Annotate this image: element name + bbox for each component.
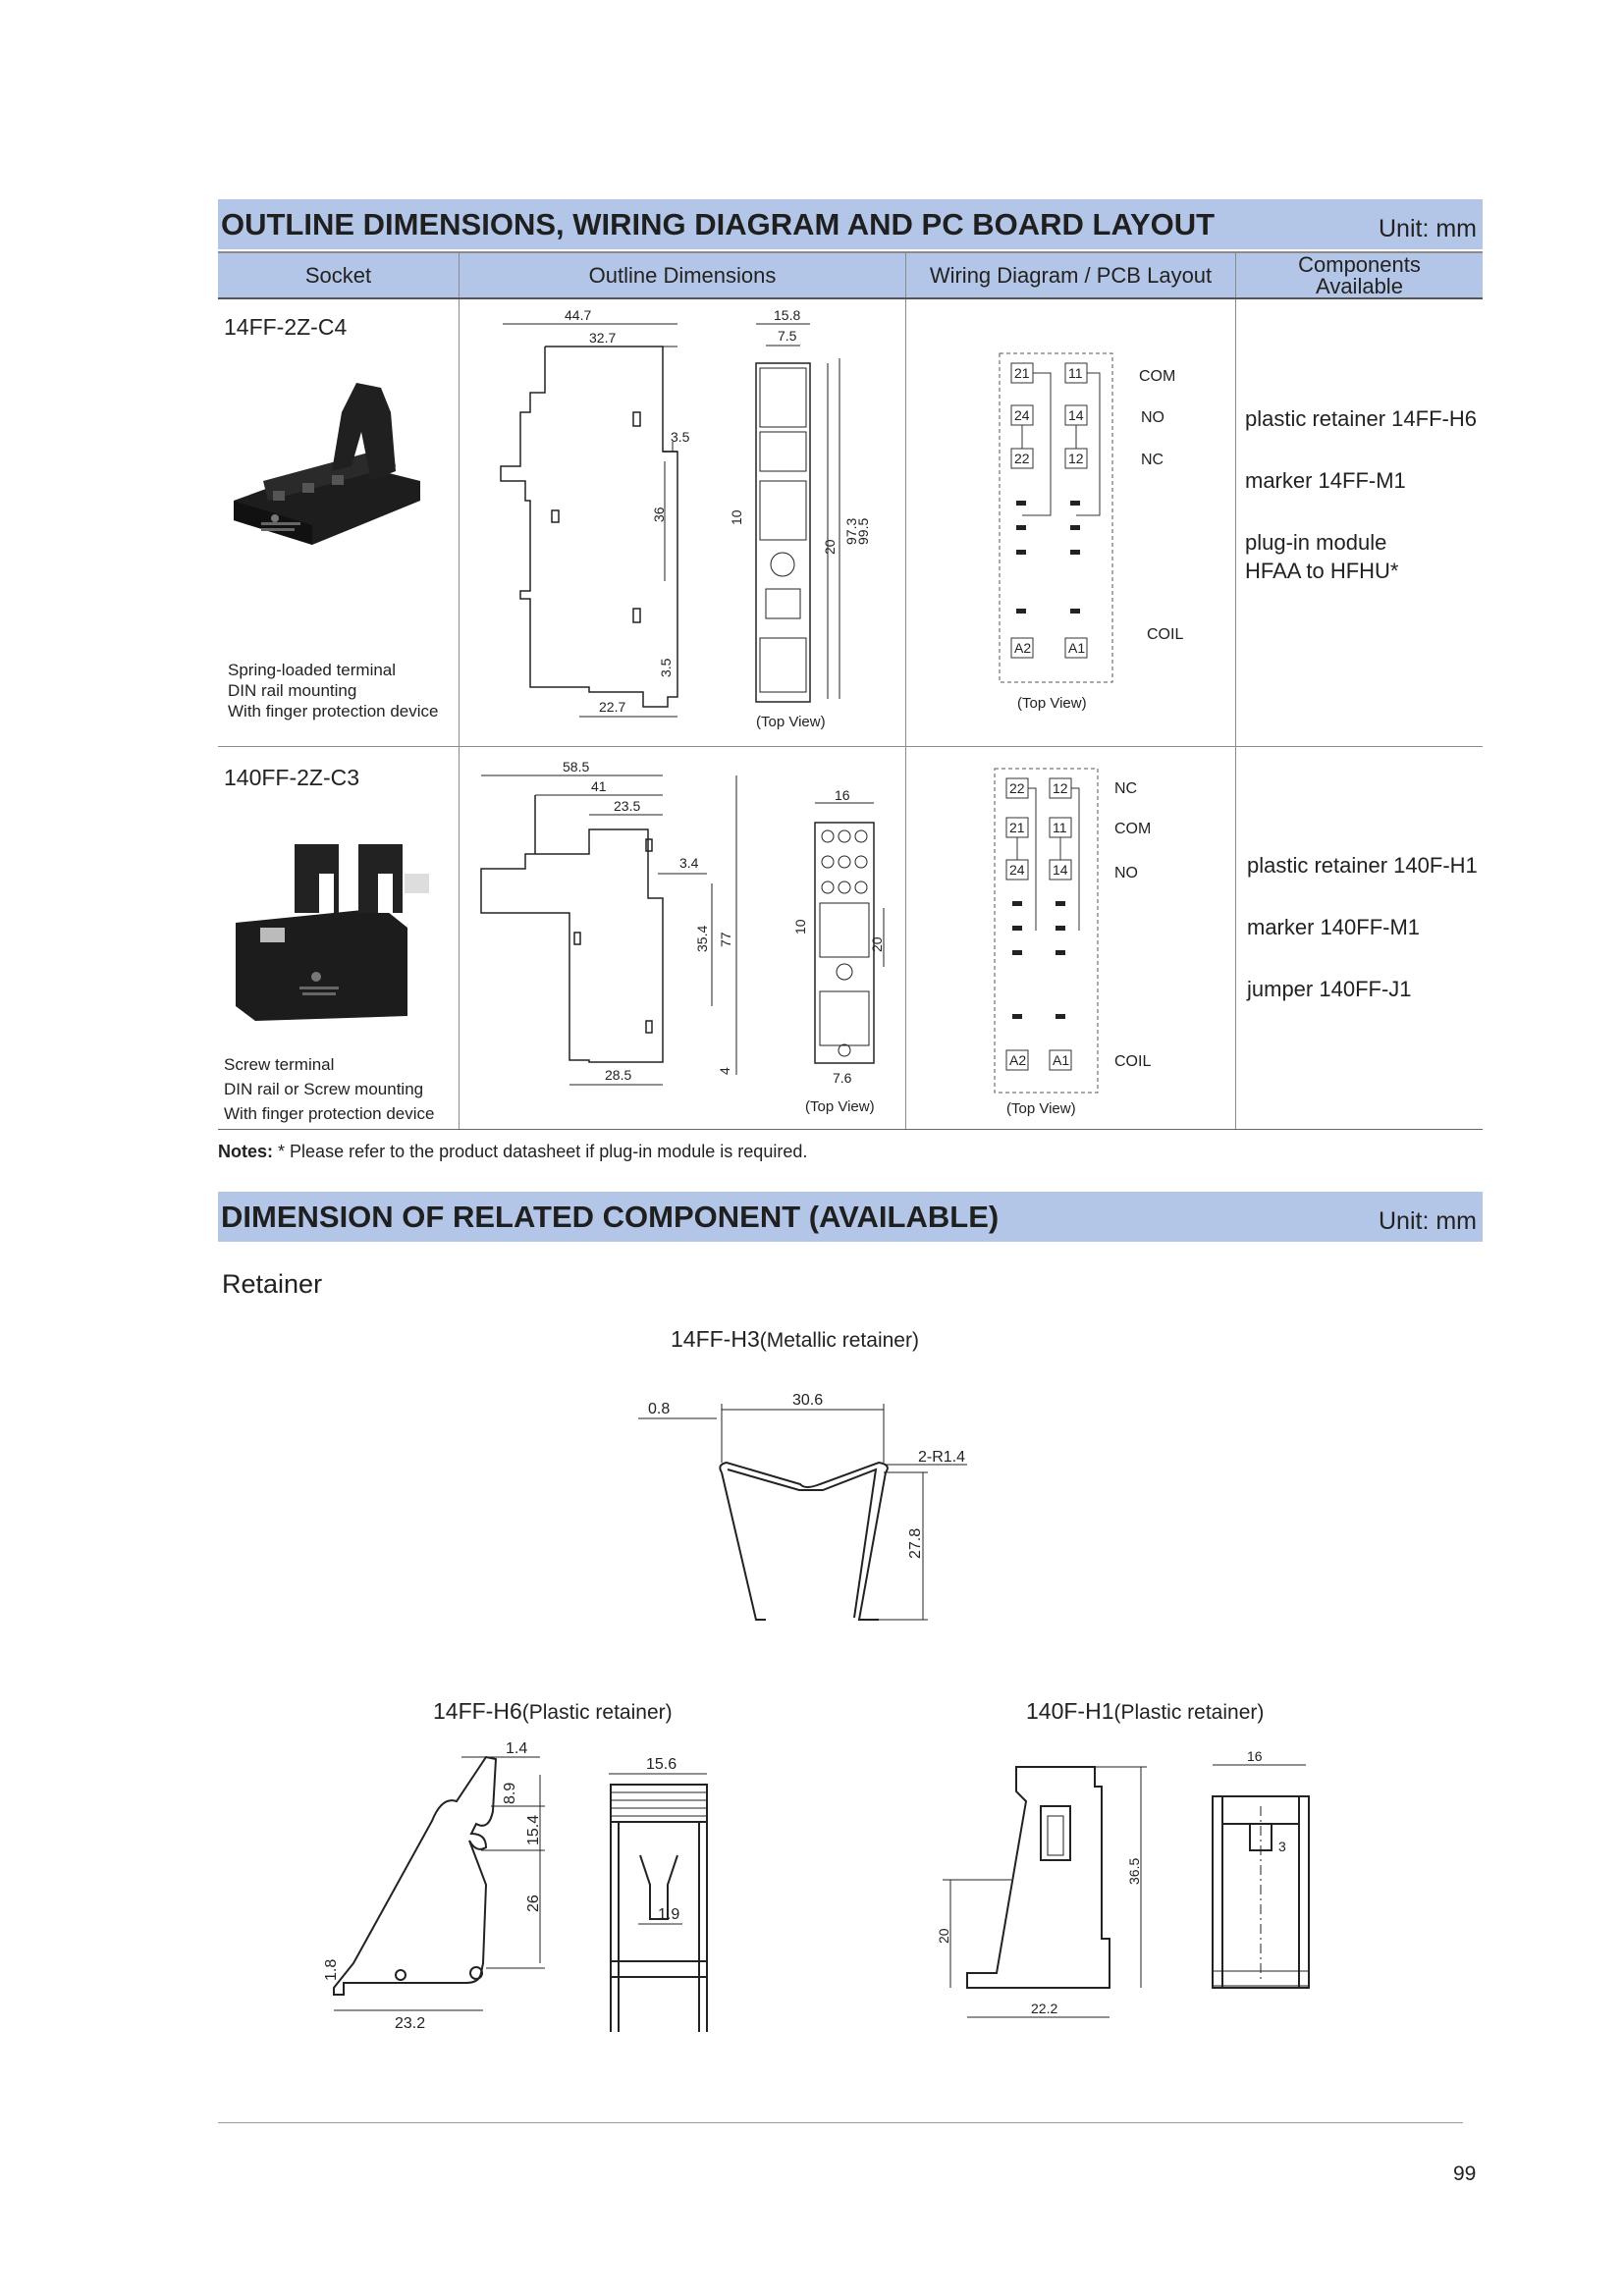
retainer-heading: Retainer bbox=[222, 1269, 323, 1299]
dim-label: 1.9 bbox=[658, 1906, 680, 1923]
dim-label: 3.5 bbox=[658, 658, 674, 677]
section1-unit: Unit: mm bbox=[1379, 215, 1477, 242]
col-socket: Socket bbox=[218, 253, 460, 297]
top-view-label: (Top View) bbox=[1006, 1100, 1076, 1117]
dim-label: 4 bbox=[717, 1067, 732, 1075]
dim-label: 7.5 bbox=[778, 328, 797, 344]
col-divider bbox=[459, 299, 460, 1129]
socket-photo-1 bbox=[224, 373, 450, 579]
col-divider bbox=[905, 299, 906, 1129]
pin-label: 21 bbox=[1014, 365, 1030, 381]
terminal-label: NO bbox=[1114, 865, 1138, 881]
dim-label: 27.8 bbox=[907, 1527, 924, 1559]
feature-line: Screw terminal bbox=[224, 1055, 335, 1074]
feature-line: With finger protection device bbox=[228, 702, 439, 721]
pin-label: 22 bbox=[1014, 451, 1030, 466]
dim-label: 58.5 bbox=[563, 759, 590, 774]
top-view-label: (Top View) bbox=[1017, 695, 1087, 712]
h6-title bbox=[433, 1698, 673, 1725]
pin-label: 22 bbox=[1009, 780, 1025, 796]
dim-label: 3.5 bbox=[671, 429, 690, 445]
dim-label: 22.2 bbox=[1031, 2001, 1058, 2016]
dim-label: 1.8 bbox=[323, 1958, 340, 1981]
h3-desc: (Metallic retainer) bbox=[759, 1329, 919, 1352]
pin-label: 11 bbox=[1068, 365, 1083, 381]
h3-name: 14FF-H3 bbox=[671, 1326, 760, 1352]
col-wiring: Wiring Diagram / PCB Layout bbox=[906, 253, 1236, 297]
notes-label: Notes: bbox=[218, 1142, 274, 1161]
footer-line bbox=[218, 2122, 1463, 2123]
h1-title bbox=[1026, 1698, 1264, 1725]
component-1-1: marker 14FF-M1 bbox=[1245, 468, 1406, 493]
dim-label: 2-R1.4 bbox=[918, 1449, 966, 1466]
top-view-label: (Top View) bbox=[805, 1098, 875, 1115]
terminal-label: COM bbox=[1139, 368, 1176, 385]
pin-label: A2 bbox=[1014, 640, 1032, 656]
dim-label: 7.6 bbox=[833, 1070, 852, 1086]
terminal-label: NC bbox=[1114, 780, 1138, 797]
h6-desc: (Plastic retainer) bbox=[521, 1701, 673, 1724]
h3-title bbox=[671, 1326, 919, 1353]
pin-label: A2 bbox=[1009, 1052, 1027, 1068]
pin-label: 14 bbox=[1068, 407, 1084, 423]
component-1-0: plastic retainer 14FF-H6 bbox=[1245, 406, 1477, 431]
dim-label: 44.7 bbox=[565, 307, 592, 323]
pin-label: 24 bbox=[1014, 407, 1030, 423]
dim-label: 16 bbox=[835, 787, 850, 803]
feature-line: DIN rail mounting bbox=[228, 681, 357, 700]
dim-label: 1.4 bbox=[506, 1740, 528, 1757]
notes-text: * Please refer to the product datasheet if plug-in module is required. bbox=[278, 1142, 808, 1161]
terminal-label: COIL bbox=[1114, 1053, 1152, 1070]
outline-drawing-1 bbox=[461, 304, 903, 746]
dim-label: 16 bbox=[1247, 1748, 1263, 1764]
notes bbox=[218, 1142, 807, 1162]
wiring-diagram-1 bbox=[992, 348, 1237, 721]
dim-label: 3.4 bbox=[679, 855, 699, 871]
pin-label: 11 bbox=[1053, 820, 1067, 835]
component-2-0: plastic retainer 140F-H1 bbox=[1247, 853, 1478, 878]
section1-title: OUTLINE DIMENSIONS, WIRING DIAGRAM AND PC BOARD LAYOUT bbox=[221, 206, 1216, 241]
socket-photo-2 bbox=[226, 829, 452, 1036]
pin-label: 14 bbox=[1053, 862, 1068, 878]
outline-drawing-2 bbox=[461, 756, 903, 1129]
h6-drawing bbox=[314, 1737, 736, 2052]
dim-label: 10 bbox=[729, 509, 744, 525]
dim-label: 8.9 bbox=[502, 1782, 518, 1804]
dim-label: 22.7 bbox=[599, 699, 626, 715]
h6-name: 14FF-H6 bbox=[433, 1698, 522, 1724]
socket-features-2 bbox=[224, 1052, 435, 1126]
dim-label: 20 bbox=[822, 539, 838, 555]
pin-label: A1 bbox=[1068, 640, 1086, 656]
component-1-2: plug-in module bbox=[1245, 530, 1387, 555]
h1-name: 140F-H1 bbox=[1026, 1698, 1114, 1724]
h3-drawing bbox=[628, 1374, 982, 1639]
h1-desc: (Plastic retainer) bbox=[1113, 1701, 1265, 1724]
component-2-2: jumper 140FF-J1 bbox=[1247, 977, 1412, 1001]
dim-label: 35.4 bbox=[694, 925, 710, 952]
dim-label: 23.5 bbox=[614, 798, 641, 814]
component-1-3: HFAA to HFHU* bbox=[1245, 559, 1399, 583]
dim-label: 20 bbox=[869, 936, 885, 952]
pin-label: 24 bbox=[1009, 862, 1025, 878]
socket-features-1 bbox=[228, 660, 439, 721]
dim-label: 41 bbox=[591, 778, 607, 794]
terminal-label: COM bbox=[1114, 821, 1152, 837]
dim-label: 28.5 bbox=[605, 1067, 632, 1083]
feature-line: DIN rail or Screw mounting bbox=[224, 1080, 424, 1098]
terminal-label: NO bbox=[1141, 409, 1164, 426]
section2-title: DIMENSION OF RELATED COMPONENT (AVAILABLE) bbox=[221, 1199, 1000, 1234]
dim-label: 36.5 bbox=[1126, 1857, 1142, 1885]
top-view-label: (Top View) bbox=[756, 714, 826, 730]
section2-unit: Unit: mm bbox=[1379, 1207, 1477, 1235]
dim-label: 15.4 bbox=[525, 1814, 542, 1845]
dim-label: 23.2 bbox=[395, 2015, 426, 2032]
pin-label: 12 bbox=[1068, 451, 1084, 466]
page-number: 99 bbox=[1453, 2163, 1477, 2185]
terminal-label: COIL bbox=[1147, 626, 1184, 643]
table-header bbox=[218, 251, 1483, 299]
socket-model-2: 140FF-2Z-C3 bbox=[224, 765, 360, 790]
dim-label: 10 bbox=[792, 919, 808, 934]
table-bottom-line bbox=[218, 1129, 1483, 1130]
h1-drawing bbox=[923, 1747, 1335, 2042]
dim-label: 99.5 bbox=[855, 517, 871, 545]
pin-label: 12 bbox=[1053, 780, 1068, 796]
dim-label: 26 bbox=[525, 1895, 542, 1912]
dim-label: 3 bbox=[1278, 1839, 1286, 1854]
row-divider bbox=[218, 746, 1483, 747]
component-2-1: marker 140FF-M1 bbox=[1247, 915, 1421, 939]
dim-label: 20 bbox=[936, 1928, 951, 1944]
dim-label: 77 bbox=[718, 932, 733, 947]
col-outline: Outline Dimensions bbox=[460, 253, 906, 297]
terminal-label: NC bbox=[1141, 452, 1164, 468]
pin-label: A1 bbox=[1053, 1052, 1070, 1068]
wiring-diagram-2 bbox=[987, 764, 1232, 1122]
section1-header bbox=[218, 199, 1483, 249]
feature-line: With finger protection device bbox=[224, 1104, 435, 1123]
dim-label: 97.3 bbox=[843, 517, 859, 545]
dim-label: 32.7 bbox=[589, 330, 617, 346]
dim-label: 15.8 bbox=[774, 307, 801, 323]
dim-label: 30.6 bbox=[792, 1392, 824, 1409]
section2-header bbox=[218, 1192, 1483, 1242]
socket-model-1: 14FF-2Z-C4 bbox=[224, 314, 348, 340]
dim-label: 36 bbox=[651, 507, 667, 522]
feature-line: Spring-loaded terminal bbox=[228, 661, 397, 679]
col-components: Components Available bbox=[1298, 251, 1421, 298]
pin-label: 21 bbox=[1009, 820, 1025, 835]
dim-label: 0.8 bbox=[648, 1401, 671, 1417]
dim-label: 15.6 bbox=[646, 1756, 677, 1773]
